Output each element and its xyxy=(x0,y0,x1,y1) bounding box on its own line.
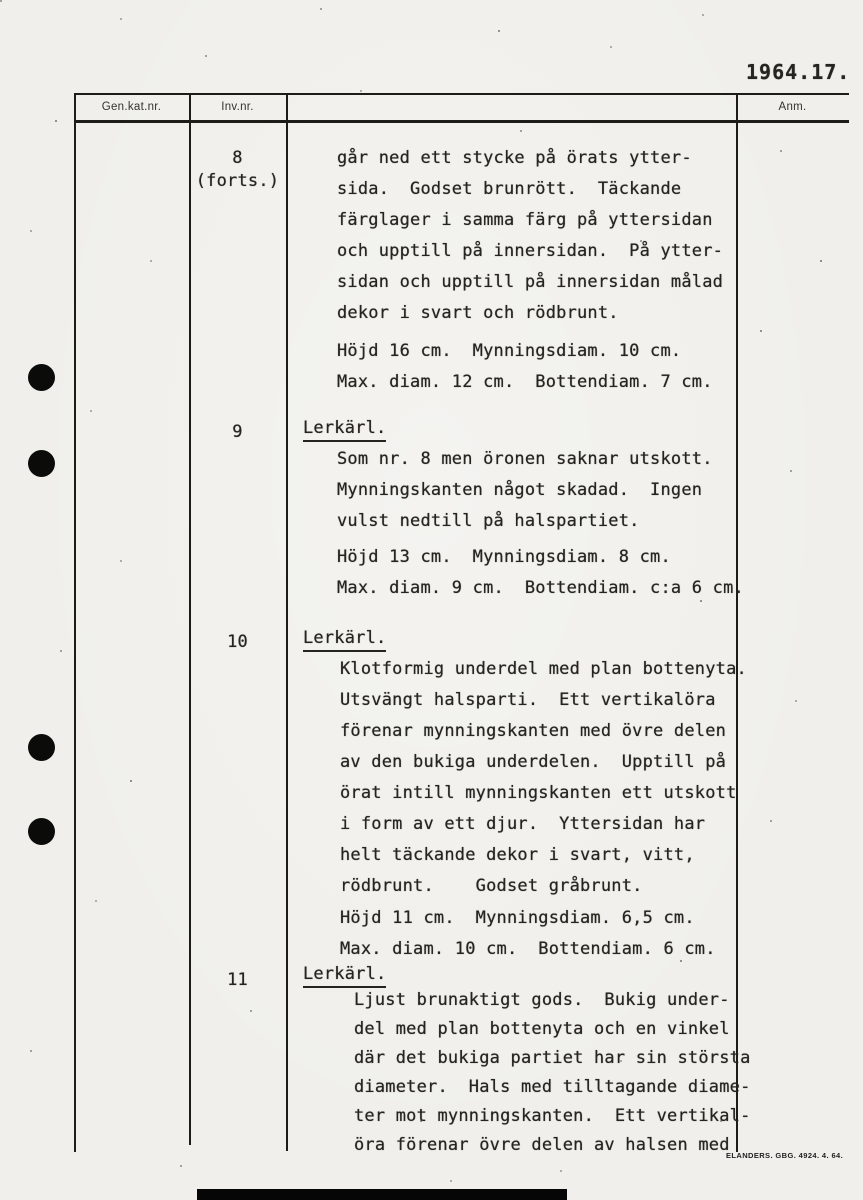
entry-title-text: Lerkärl. xyxy=(303,628,386,652)
body-line: förenar mynningskanten med övre delen xyxy=(340,721,727,741)
measurement-line: Höjd 13 cm. Mynningsdiam. 8 cm. xyxy=(337,547,671,567)
punch-hole xyxy=(28,818,55,845)
punch-hole xyxy=(28,364,55,391)
punch-hole xyxy=(28,450,55,477)
body-line: går ned ett stycke på örats ytter- xyxy=(337,148,692,168)
paper-noise xyxy=(0,0,2,2)
entry-title-text: Lerkärl. xyxy=(303,964,386,988)
body-line: helt täckande dekor i svart, vitt, xyxy=(340,845,695,865)
body-line: örat intill mynningskanten ett utskott xyxy=(340,783,737,803)
entry-title xyxy=(303,966,386,983)
body-line: ter mot mynningskanten. Ett vertikal- xyxy=(354,1106,751,1126)
body-line: där det bukiga partiet har sin största xyxy=(354,1048,751,1068)
inventory-number: 9 xyxy=(232,422,243,442)
column-header-inv-nr: Inv.nr. xyxy=(221,101,254,113)
body-line: i form av ett djur. Yttersidan har xyxy=(340,814,706,834)
body-line: Mynningskanten något skadad. Ingen xyxy=(337,480,703,500)
measurement-line: Max. diam. 10 cm. Bottendiam. 6 cm. xyxy=(340,939,716,959)
measurement-line: Max. diam. 12 cm. Bottendiam. 7 cm. xyxy=(337,372,713,392)
column-header-anm: Anm. xyxy=(778,101,807,113)
body-line: sida. Godset brunrött. Täckande xyxy=(337,179,682,199)
punch-hole xyxy=(28,734,55,761)
measurement-line: Höjd 16 cm. Mynningsdiam. 10 cm. xyxy=(337,341,682,361)
inventory-number: 8 xyxy=(232,148,243,168)
inventory-number-note: (forts.) xyxy=(195,171,280,191)
measurement-line: Höjd 11 cm. Mynningsdiam. 6,5 cm. xyxy=(340,908,695,928)
body-line: Klotformig underdel med plan bottenyta. xyxy=(340,659,747,679)
inventory-number: 11 xyxy=(227,970,248,990)
column-divider-inv-text xyxy=(286,93,288,1151)
body-line: diameter. Hals med tilltagande diame- xyxy=(354,1077,751,1097)
body-line: dekor i svart och rödbrunt. xyxy=(337,303,619,323)
table-left-border xyxy=(74,93,76,1152)
body-line: Utsvängt halsparti. Ett vertikalöra xyxy=(340,690,716,710)
body-line: Som nr. 8 men öronen saknar utskott. xyxy=(337,449,713,469)
body-line: sidan och upptill på innersidan målad xyxy=(337,272,724,292)
body-line: färglager i samma färg på yttersidan xyxy=(337,210,713,230)
body-line: del med plan bottenyta och en vinkel xyxy=(354,1019,730,1039)
body-line: öra förenar övre delen av halsen med xyxy=(354,1135,730,1155)
column-header-gen-kat-nr: Gen.kat.nr. xyxy=(101,101,162,113)
body-line: av den bukiga underdelen. Upptill på xyxy=(340,752,727,772)
body-line: och upptill på innersidan. På ytter- xyxy=(337,241,724,261)
inventory-number: 10 xyxy=(227,632,248,652)
body-line: vulst nedtill på halspartiet. xyxy=(337,511,640,531)
body-line: rödbrunt. Godset gråbrunt. xyxy=(340,876,643,896)
printer-mark: ELANDERS. GBG. 4924. 4. 64. xyxy=(726,1151,844,1160)
column-divider-text-anm xyxy=(736,93,738,1152)
measurement-line: Max. diam. 9 cm. Bottendiam. c:a 6 cm. xyxy=(337,578,744,598)
body-line: Ljust brunaktigt gods. Bukig under- xyxy=(354,990,730,1010)
page-number: 1964.17. xyxy=(746,60,851,84)
scanner-artifact-bar xyxy=(197,1189,567,1200)
entry-title xyxy=(303,420,386,437)
entry-title xyxy=(303,630,386,647)
entry-title-text: Lerkärl. xyxy=(303,418,386,442)
